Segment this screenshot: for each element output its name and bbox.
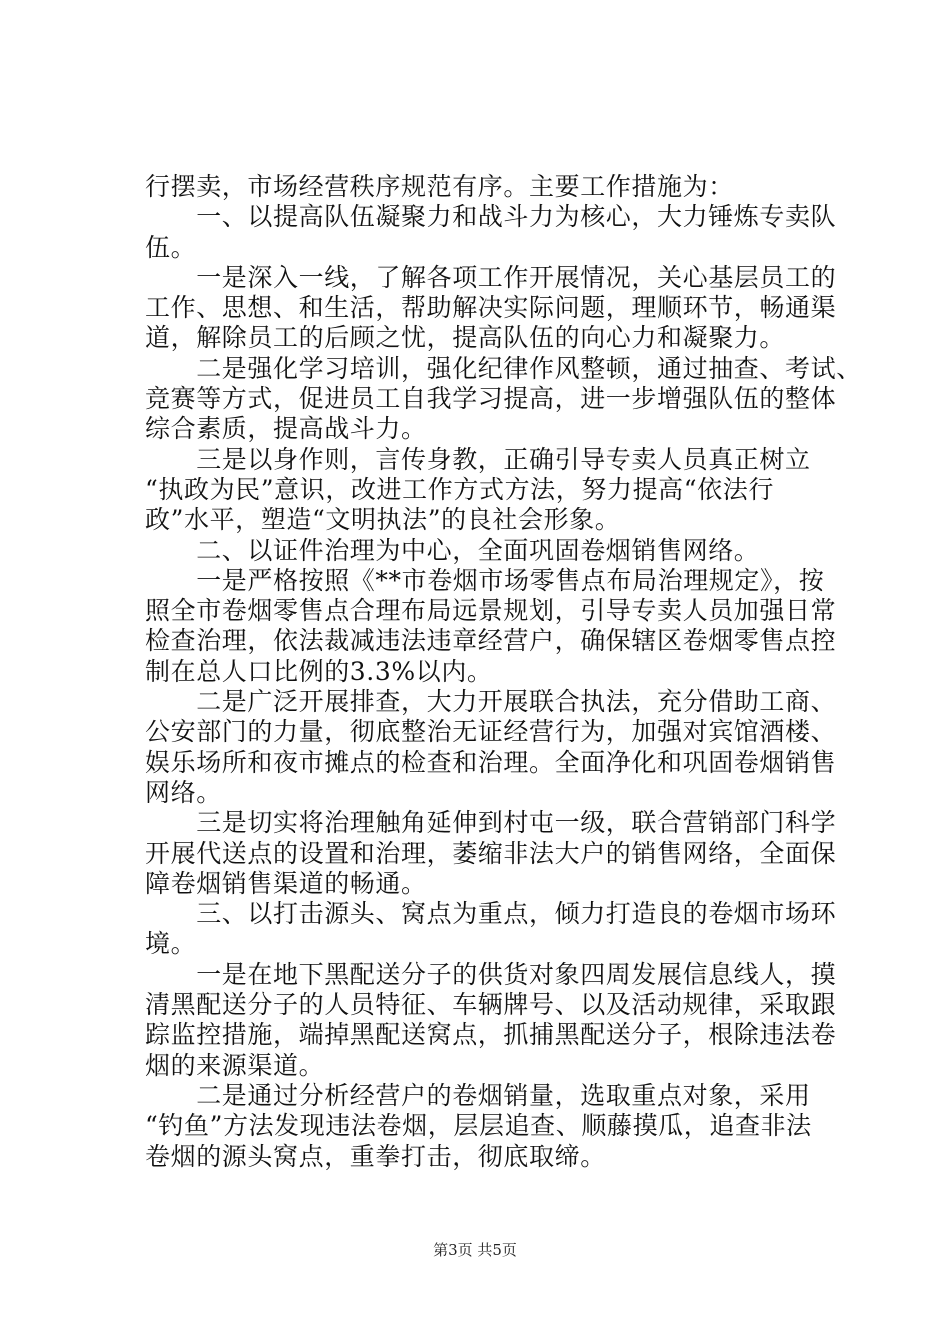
- text-line: 公安部门的力量，彻底整治无证经营行为，加强对宾馆酒楼、: [145, 717, 837, 747]
- text-line: 竞赛等方式，促进员工自我学习提高，进一步增强队伍的整体: [145, 384, 837, 414]
- page-number-label: 第3页 共5页: [433, 1241, 517, 1259]
- text-line: 二是广泛开展排查，大力开展联合执法，充分借助工商、: [145, 687, 837, 717]
- text-line: 二是强化学习培训，强化纪律作风整顿，通过抽查、考试、: [145, 353, 862, 383]
- page-footer: [0, 1240, 950, 1260]
- document-body: [145, 172, 862, 1172]
- text-line: 综合素质，提高战斗力。: [145, 414, 427, 444]
- text-line: 三、以打击源头、窝点为重点，倾力打造良的卷烟市场环: [145, 899, 837, 929]
- text-line: 二、以证件治理为中心，全面巩固卷烟销售网络。: [145, 535, 760, 565]
- text-line: 照全市卷烟零售点合理布局远景规划，引导专卖人员加强日常: [145, 596, 837, 626]
- text-line: 烟的来源渠道。: [145, 1050, 325, 1080]
- text-line: 制在总人口比例的3.3%以内。: [145, 656, 493, 686]
- text-line: “执政为民”意识，改进工作方式方法，努力提高“依法行: [145, 474, 774, 504]
- text-line: 网络。: [145, 777, 222, 807]
- text-line: 伍。: [145, 232, 197, 262]
- text-line: “钓鱼”方法发现违法卷烟，层层追查、顺藤摸瓜，追查非法: [145, 1111, 812, 1141]
- text-line: 道，解除员工的后顾之忧，提高队伍的向心力和凝聚力。: [145, 323, 786, 353]
- text-line: 清黑配送分子的人员特征、车辆牌号、以及活动规律，采取跟: [145, 990, 837, 1020]
- text-line: 境。: [145, 929, 197, 959]
- text-line: 卷烟的源头窝点，重拳打击，彻底取缔。: [145, 1141, 606, 1171]
- text-line: 行摆卖，市场经营秩序规范有序。主要工作措施为：: [145, 172, 734, 201]
- text-line: 踪监控措施，端掉黑配送窝点，抓捕黑配送分子，根除违法卷: [145, 1020, 837, 1050]
- text-line: 开展代送点的设置和治理，萎缩非法大户的销售网络，全面保: [145, 838, 837, 868]
- text-line: 障卷烟销售渠道的畅通。: [145, 868, 427, 898]
- text-line: 三是切实将治理触角延伸到村屯一级，联合营销部门科学: [145, 808, 837, 838]
- text-line: 政”水平，塑造“文明执法”的良社会形象。: [145, 505, 621, 535]
- text-line: 一是在地下黑配送分子的供货对象四周发展信息线人，摸: [145, 959, 837, 989]
- text-line: 检查治理，依法裁减违法违章经营户，确保辖区卷烟零售点控: [145, 626, 837, 656]
- text-line: 二是通过分析经营户的卷烟销量，选取重点对象，采用: [145, 1080, 811, 1110]
- text-line: 一是严格按照《**市卷烟市场零售点布局治理规定》，按: [145, 565, 825, 595]
- text-line: 娱乐场所和夜市摊点的检查和治理。全面净化和巩固卷烟销售: [145, 747, 837, 777]
- text-line: 三是以身作则，言传身教，正确引导专卖人员真正树立: [145, 444, 811, 474]
- text-line: 工作、思想、和生活，帮助解决实际问题，理顺环节，畅通渠: [145, 293, 837, 323]
- text-line: 一、以提高队伍凝聚力和战斗力为核心，大力锤炼专卖队: [145, 202, 837, 232]
- text-line: 一是深入一线，了解各项工作开展情况，关心基层员工的: [145, 262, 837, 292]
